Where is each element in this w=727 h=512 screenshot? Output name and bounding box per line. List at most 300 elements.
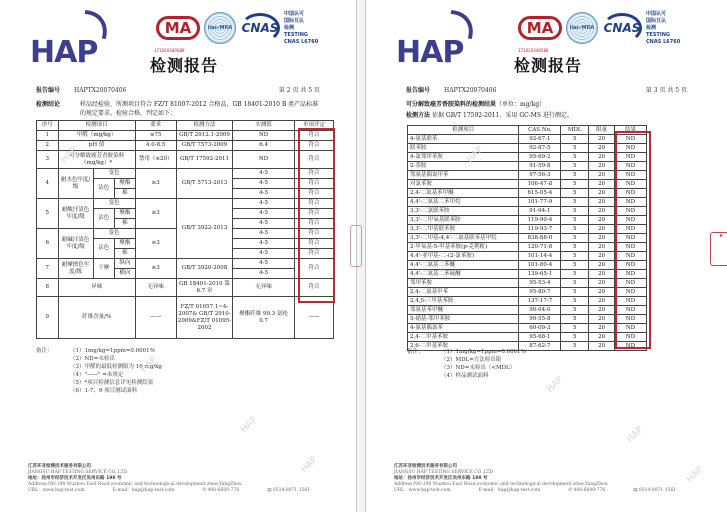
fax-icon: ▤: [633, 488, 639, 493]
cell: 5: [561, 306, 589, 315]
report-page-3: [365, 0, 727, 512]
cell: 20: [589, 333, 615, 342]
company-name-en: JIANGSU HAP TESTING SERVICE CO.,LTD: [394, 470, 494, 475]
address-en: Address:NO.198 Wuzhou East Road,economic and technological development zone,YangZhou: [28, 482, 242, 487]
cell: 4-5: [233, 199, 295, 209]
cell: 5: [561, 207, 589, 216]
certification-logos: [156, 10, 318, 46]
cell: 20: [589, 234, 615, 243]
cell: 异味: [58, 279, 135, 297]
cell: 20: [589, 135, 615, 144]
cell: 2,4-二氨基苯甲醚: [408, 189, 519, 198]
address-cn: 地址：扬州市经济技术开发区吴州东路 198 号: [28, 476, 122, 481]
cell: 6: [37, 229, 59, 259]
method-label: 检测方法: [406, 112, 431, 119]
cell: 137-17-7: [519, 297, 561, 306]
remarks: [36, 347, 162, 395]
table-row: [408, 207, 647, 216]
company-name-cn: 江苏环亚检测技术服务有限公司: [28, 464, 91, 469]
cell: 无异味: [135, 279, 176, 297]
watermark: HAP: [625, 424, 646, 446]
verdict-cell: 符合: [294, 131, 333, 141]
cell: 5: [561, 342, 589, 351]
cell: 5: [561, 144, 589, 153]
cell: 5: [37, 199, 59, 229]
cell: 5: [561, 198, 589, 207]
cell: 119-90-4: [519, 216, 561, 225]
result-cell: ND: [615, 288, 647, 297]
cell: 5: [561, 189, 589, 198]
cell: 20: [589, 180, 615, 189]
cell: 3,3'-二甲氧基联苯胺: [408, 216, 519, 225]
cell: 4,4'-二氨基二苯醚: [408, 261, 519, 270]
table-row: [408, 180, 647, 189]
cell: 2: [37, 141, 59, 151]
col-header: CAS No.: [519, 126, 561, 135]
result-cell: ND: [615, 180, 647, 189]
remark-item: （6）1-7、9 项目测试面料: [70, 388, 138, 394]
cell: 5: [561, 333, 589, 342]
cell: 沾色: [93, 179, 115, 199]
cell: 615-05-4: [519, 189, 561, 198]
result-cell: ND: [615, 297, 647, 306]
cell: 变色: [93, 169, 135, 179]
remarks-label: 备注：: [407, 349, 424, 355]
verdict-cell: 符合: [294, 141, 333, 151]
table-row: [408, 279, 647, 288]
cell: 耐水色牢度/级: [58, 169, 93, 199]
table-row: [408, 144, 647, 153]
result-cell: ND: [615, 207, 647, 216]
cell: 20: [589, 279, 615, 288]
result-cell: ND: [615, 189, 647, 198]
result-cell: ND: [615, 279, 647, 288]
cell: 4-5: [233, 179, 295, 189]
table-row: [37, 131, 334, 141]
cell: 3,3'-二甲基-4,4'-二氨基联苯基甲烷: [408, 234, 519, 243]
col-header: 要求: [135, 121, 176, 131]
result-cell: ND: [615, 144, 647, 153]
cell: 5: [561, 252, 589, 261]
address-en: Address:NO.198 Wuzhou East Road,economic and technological development zone,YangZhou: [394, 482, 608, 487]
report-no-label: 报告编号: [406, 87, 431, 94]
cell: 聚酯: [115, 209, 136, 219]
cell: 9: [37, 297, 59, 339]
cell: 60-09-3: [519, 324, 561, 333]
col-header: 单项评定: [294, 121, 333, 131]
cnas-line: 检测: [646, 24, 657, 31]
verdict-cell: 符合: [294, 279, 333, 297]
cell: 联苯胺: [408, 144, 519, 153]
remark-item: （1）1mg/kg=1ppm=0.0001%: [441, 349, 526, 355]
cell: 棉: [115, 189, 136, 199]
table-row: [37, 141, 334, 151]
watermark: HAP: [465, 144, 486, 166]
cell: 20: [589, 288, 615, 297]
cell: 20: [589, 153, 615, 162]
cell: 4,4'-二氨基二苯甲烷: [408, 198, 519, 207]
cell: 92-67-1: [519, 135, 561, 144]
cell: 纤维含量/%: [58, 297, 135, 339]
result-cell: ND: [615, 342, 647, 351]
result-cell: ND: [615, 252, 647, 261]
certification-logos: [518, 10, 680, 46]
cell: 20: [589, 306, 615, 315]
phone-number: 400-6600-776: [207, 488, 240, 493]
col-header: 检测项目: [408, 126, 519, 135]
remark-item: （3）甲醛的最低检测限为 16 mg/kg: [70, 364, 162, 370]
hap-logo: [30, 14, 110, 70]
phone: [568, 488, 605, 494]
cell: 4.0-8.5: [135, 141, 176, 151]
remark-item: （2）ND=未检出: [70, 356, 115, 362]
cell: 20: [589, 315, 615, 324]
website-link[interactable]: URL：www.hap-test.com: [28, 488, 85, 493]
cell: 838-88-0: [519, 234, 561, 243]
company-footer: [28, 464, 310, 494]
report-meta: [36, 85, 320, 94]
cell: 2-萘胺: [408, 162, 519, 171]
cell: 4-氯邻甲苯胺: [408, 153, 519, 162]
remarks: [407, 348, 526, 380]
remark-item: （4）"——" =未规定: [70, 372, 124, 378]
test-results-table: [36, 120, 334, 339]
cell: 5: [561, 261, 589, 270]
conclusion-label: 检测结论: [36, 101, 61, 108]
cell: 4-5: [233, 209, 295, 219]
cell: 无异味: [233, 279, 295, 297]
table-row: [408, 171, 647, 180]
table-row: [408, 135, 647, 144]
table-body: [408, 135, 647, 351]
table-header-row: [408, 126, 647, 135]
table-row: [408, 261, 647, 270]
company-name-en: JIANGSU HAP TESTING SERVICE CO.,LTD: [28, 470, 128, 475]
cell: 聚酯: [115, 239, 136, 249]
cell: 91-59-8: [519, 162, 561, 171]
cell: 2,4-二氨基甲苯: [408, 288, 519, 297]
table-row: [37, 169, 334, 179]
cell: 5: [561, 225, 589, 234]
verdict-cell: 符合: [294, 219, 333, 229]
cell: 119-93-7: [519, 225, 561, 234]
col-header: 检测项目: [58, 121, 135, 131]
cell: 聚酯: [115, 179, 136, 189]
table-row: [408, 333, 647, 342]
result-cell: ND: [615, 333, 647, 342]
cell: 20: [589, 171, 615, 180]
cell: GB 18401-2010 第 6.7 章: [176, 279, 233, 297]
watermark: HAP: [139, 354, 160, 376]
cell: 可分解致癌芳香胺染料（mg/kg）*: [58, 151, 135, 169]
cell: ≥3: [135, 229, 176, 259]
cell: 5: [561, 297, 589, 306]
cnas-logo-icon: CNAS: [240, 13, 280, 43]
cell: 棉: [115, 249, 136, 259]
cell: 20: [589, 207, 615, 216]
cell: 95-53-4: [519, 279, 561, 288]
col-header: 结果: [615, 126, 647, 135]
watermark: HAP: [545, 374, 566, 396]
company-name-cn: 江苏环亚检测技术服务有限公司: [394, 464, 457, 469]
cnas-line: TESTING: [284, 31, 308, 38]
cell: 101-80-4: [519, 261, 561, 270]
cma-logo-icon: MA: [156, 16, 200, 40]
cell: 5: [561, 171, 589, 180]
result-cell: ND: [615, 225, 647, 234]
hap-logo-text: HAP: [396, 35, 464, 70]
watermark: HAP: [299, 454, 320, 476]
verdict-cell: 符合: [294, 209, 333, 219]
cell: GB/T 17592-2011: [176, 151, 233, 169]
cell: 4-5: [233, 219, 295, 229]
email-link[interactable]: E-mail：hap@hap-test.com: [478, 488, 541, 493]
phone: [202, 488, 239, 494]
test-method: [406, 110, 573, 119]
cell: GB/T 2912.1-2009: [176, 131, 233, 141]
cell: 变色: [93, 199, 135, 209]
remark-item: （2）MDL=方法检出限: [441, 357, 502, 363]
cell: 2,4-二甲基苯胺: [408, 333, 519, 342]
cell: 5: [561, 180, 589, 189]
page-info: 第 2 页 共 5 页: [278, 87, 320, 94]
website-link[interactable]: URL：www.hap-test.com: [394, 488, 451, 493]
col-header: 序号: [37, 121, 59, 131]
fax-number: 0514-8971 1561: [638, 488, 677, 493]
cell: pH 值: [58, 141, 135, 151]
cell: ≥3: [135, 199, 176, 229]
cell: 20: [589, 198, 615, 207]
cnas-logo-icon: CNAS: [602, 13, 642, 43]
cell: 91-94-1: [519, 207, 561, 216]
result-cell: ND: [615, 315, 647, 324]
table-row: [408, 288, 647, 297]
remark-item: （3）ND=未检出（<MDL）: [441, 365, 516, 371]
cell: 甲醛（mg/kg）: [58, 131, 135, 141]
cell: 6.4: [233, 141, 295, 151]
cell: 变色: [93, 229, 135, 239]
verdict-cell: 符合: [294, 151, 333, 169]
cell: 4-5: [233, 229, 295, 239]
cell: 5: [561, 216, 589, 225]
table-row: [408, 297, 647, 306]
cell: 3,3'-二甲基联苯胺: [408, 225, 519, 234]
table-row: [408, 162, 647, 171]
watermark: HAP: [59, 144, 80, 166]
table-row: [408, 153, 647, 162]
col-header: 检测方法: [176, 121, 233, 131]
hap-logo-text: HAP: [30, 35, 98, 70]
cell: ND: [233, 131, 295, 141]
cnas-line: CNAS L6760: [284, 38, 319, 45]
cell: 4,4'-亚甲基-二-(2-氯苯胺): [408, 252, 519, 261]
cell: 2,6-二甲基苯胺: [408, 342, 519, 351]
cnas-accreditation-text: [646, 11, 680, 46]
cell: ≥3: [135, 169, 176, 199]
verdict-cell: ——: [294, 297, 333, 339]
cell: 5: [561, 324, 589, 333]
cell: 95-80-7: [519, 288, 561, 297]
company-footer: [394, 464, 676, 494]
cell: 97-56-3: [519, 171, 561, 180]
result-cell: ND: [615, 216, 647, 225]
email-link[interactable]: E-mail：hap@hap-test.com: [112, 488, 175, 493]
cnas-line: 国际互认: [646, 17, 667, 24]
cell: 4-5: [233, 239, 295, 249]
result-cell: ND: [615, 135, 647, 144]
hap-logo: [396, 14, 476, 70]
cell: 20: [589, 216, 615, 225]
cnas-line: 检测: [284, 24, 295, 31]
cell: 20: [589, 189, 615, 198]
cell: ND: [233, 151, 295, 169]
verdict-cell: 符合: [294, 179, 333, 189]
cell: 4-氨基联苯: [408, 135, 519, 144]
watermark: HAP: [239, 414, 260, 436]
cell: 4-5: [233, 259, 295, 269]
report-no-label: 报告编号: [36, 87, 61, 94]
cell: 5: [561, 153, 589, 162]
cell: 4-5: [233, 189, 295, 199]
cell: 5: [561, 279, 589, 288]
cell: GB/T 7573-2009: [176, 141, 233, 151]
table-row: [408, 270, 647, 279]
cell: ≤75: [135, 131, 176, 141]
cell: 5: [561, 234, 589, 243]
table-row: [408, 243, 647, 252]
cell: 邻氨基苯甲醚: [408, 306, 519, 315]
section-heading: [406, 99, 545, 108]
cell: 2,4,5-三甲基苯胺: [408, 297, 519, 306]
cell: 20: [589, 252, 615, 261]
cell: ≥3: [135, 259, 176, 279]
cell: 5: [561, 270, 589, 279]
cnas-line: CNAS L6760: [646, 38, 681, 45]
fax: [633, 488, 676, 494]
result-cell: ND: [615, 270, 647, 279]
col-header: MDL: [561, 126, 589, 135]
cell: 90-04-0: [519, 306, 561, 315]
table-row: [408, 315, 647, 324]
cell: 1: [37, 131, 59, 141]
cell: 7: [37, 259, 59, 279]
table-row: [408, 189, 647, 198]
page-info: 第 3 页 共 5 页: [645, 87, 687, 94]
verdict-cell: 符合: [294, 199, 333, 209]
result-cell: ND: [615, 243, 647, 252]
table-row: [37, 199, 334, 209]
cell: 20: [589, 261, 615, 270]
cell: 3: [37, 151, 59, 169]
cell: 邻甲苯胺: [408, 279, 519, 288]
document-title: 检测报告: [514, 56, 583, 75]
aromatic-amine-results-table: [407, 125, 647, 351]
cell: 101-77-9: [519, 198, 561, 207]
test-conclusion: [36, 100, 322, 118]
cell: 139-65-1: [519, 270, 561, 279]
cell: FZ/T 01057.1~4-2007& GB/T 2910-2009&FZ/T 01095-2002: [176, 297, 233, 339]
fax: [267, 488, 310, 494]
address-cn: 地址：扬州市经济技术开发区吴州东路 198 号: [394, 476, 488, 481]
seam-stamp-icon: [350, 225, 362, 267]
result-cell: ND: [615, 306, 647, 315]
cell: 4-5: [233, 169, 295, 179]
phone-number: 400-6600-776: [573, 488, 606, 493]
cell: 5-硝基-邻甲苯胺: [408, 315, 519, 324]
cell: 87-62-7: [519, 342, 561, 351]
cma-cert-number: 171020340588: [154, 48, 185, 53]
cell: ——: [135, 297, 176, 339]
verdict-cell: 符合: [294, 249, 333, 259]
watermark: HAP: [685, 464, 706, 486]
cell: 4-氨基偶氮苯: [408, 324, 519, 333]
table-row: [37, 297, 334, 339]
section-unit: （单位：mg/kg）: [496, 101, 546, 108]
report-meta: [406, 85, 687, 94]
cell: GB/T 3920-2008: [176, 259, 233, 279]
cell: 106-47-8: [519, 180, 561, 189]
cell: 4: [37, 169, 59, 199]
report-no: HAPTX20070406: [74, 87, 127, 94]
fax-number: 0514-8971 1561: [272, 488, 311, 493]
cell: 95-69-2: [519, 153, 561, 162]
result-cell: ND: [615, 234, 647, 243]
table-row: [408, 234, 647, 243]
official-seal-stamp-icon: ★: [710, 232, 727, 266]
remark-item: （5）*项目检测信息详见检测结果: [70, 380, 154, 386]
table-row: [408, 306, 647, 315]
cell: 邻氨基偶氮甲苯: [408, 171, 519, 180]
cell: 20: [589, 270, 615, 279]
table-row: [37, 259, 334, 269]
cell: 95-68-1: [519, 333, 561, 342]
cell: 5: [561, 243, 589, 252]
cell: 4,4'-二氨基二苯硫醚: [408, 270, 519, 279]
cell: 20: [589, 243, 615, 252]
cell: 20: [589, 225, 615, 234]
section-title: 可分解致癌芳香胺染料的检测结果: [406, 101, 497, 108]
result-cell: ND: [615, 198, 647, 207]
cell: 干摩: [93, 259, 115, 279]
cell: 20: [589, 162, 615, 171]
cnas-line: 国际互认: [284, 17, 305, 24]
cell: 聚酯纤维 99.3 氨纶 0.7: [233, 297, 295, 339]
fax-icon: ▤: [267, 488, 273, 493]
cnas-line: 中国认可: [646, 10, 667, 17]
cell: 2-甲氧基-5-甲基苯胺(p-克利酊): [408, 243, 519, 252]
cell: 沾色: [93, 209, 115, 229]
cell: 耐酸汗渍色牢度/级: [58, 199, 93, 229]
result-cell: ND: [615, 153, 647, 162]
cell: 101-14-4: [519, 252, 561, 261]
result-cell: ND: [615, 261, 647, 270]
remark-item: （1）1mg/kg=1ppm=0.0001%: [70, 348, 155, 354]
table-row: [408, 198, 647, 207]
cell: 120-71-8: [519, 243, 561, 252]
verdict-cell: 符合: [294, 239, 333, 249]
verdict-cell: 符合: [294, 169, 333, 179]
cell: 耐摩擦色牢度/级: [58, 259, 93, 279]
phone-icon: ✆: [568, 488, 574, 493]
document-title: 检测报告: [150, 56, 219, 75]
cnas-line: 中国认可: [284, 10, 305, 17]
cell: 4-5: [233, 269, 295, 279]
table-row: [408, 252, 647, 261]
cell: 92-87-5: [519, 144, 561, 153]
report-page-2: [0, 0, 357, 512]
result-cell: ND: [615, 171, 647, 180]
cnas-accreditation-text: [284, 11, 318, 46]
